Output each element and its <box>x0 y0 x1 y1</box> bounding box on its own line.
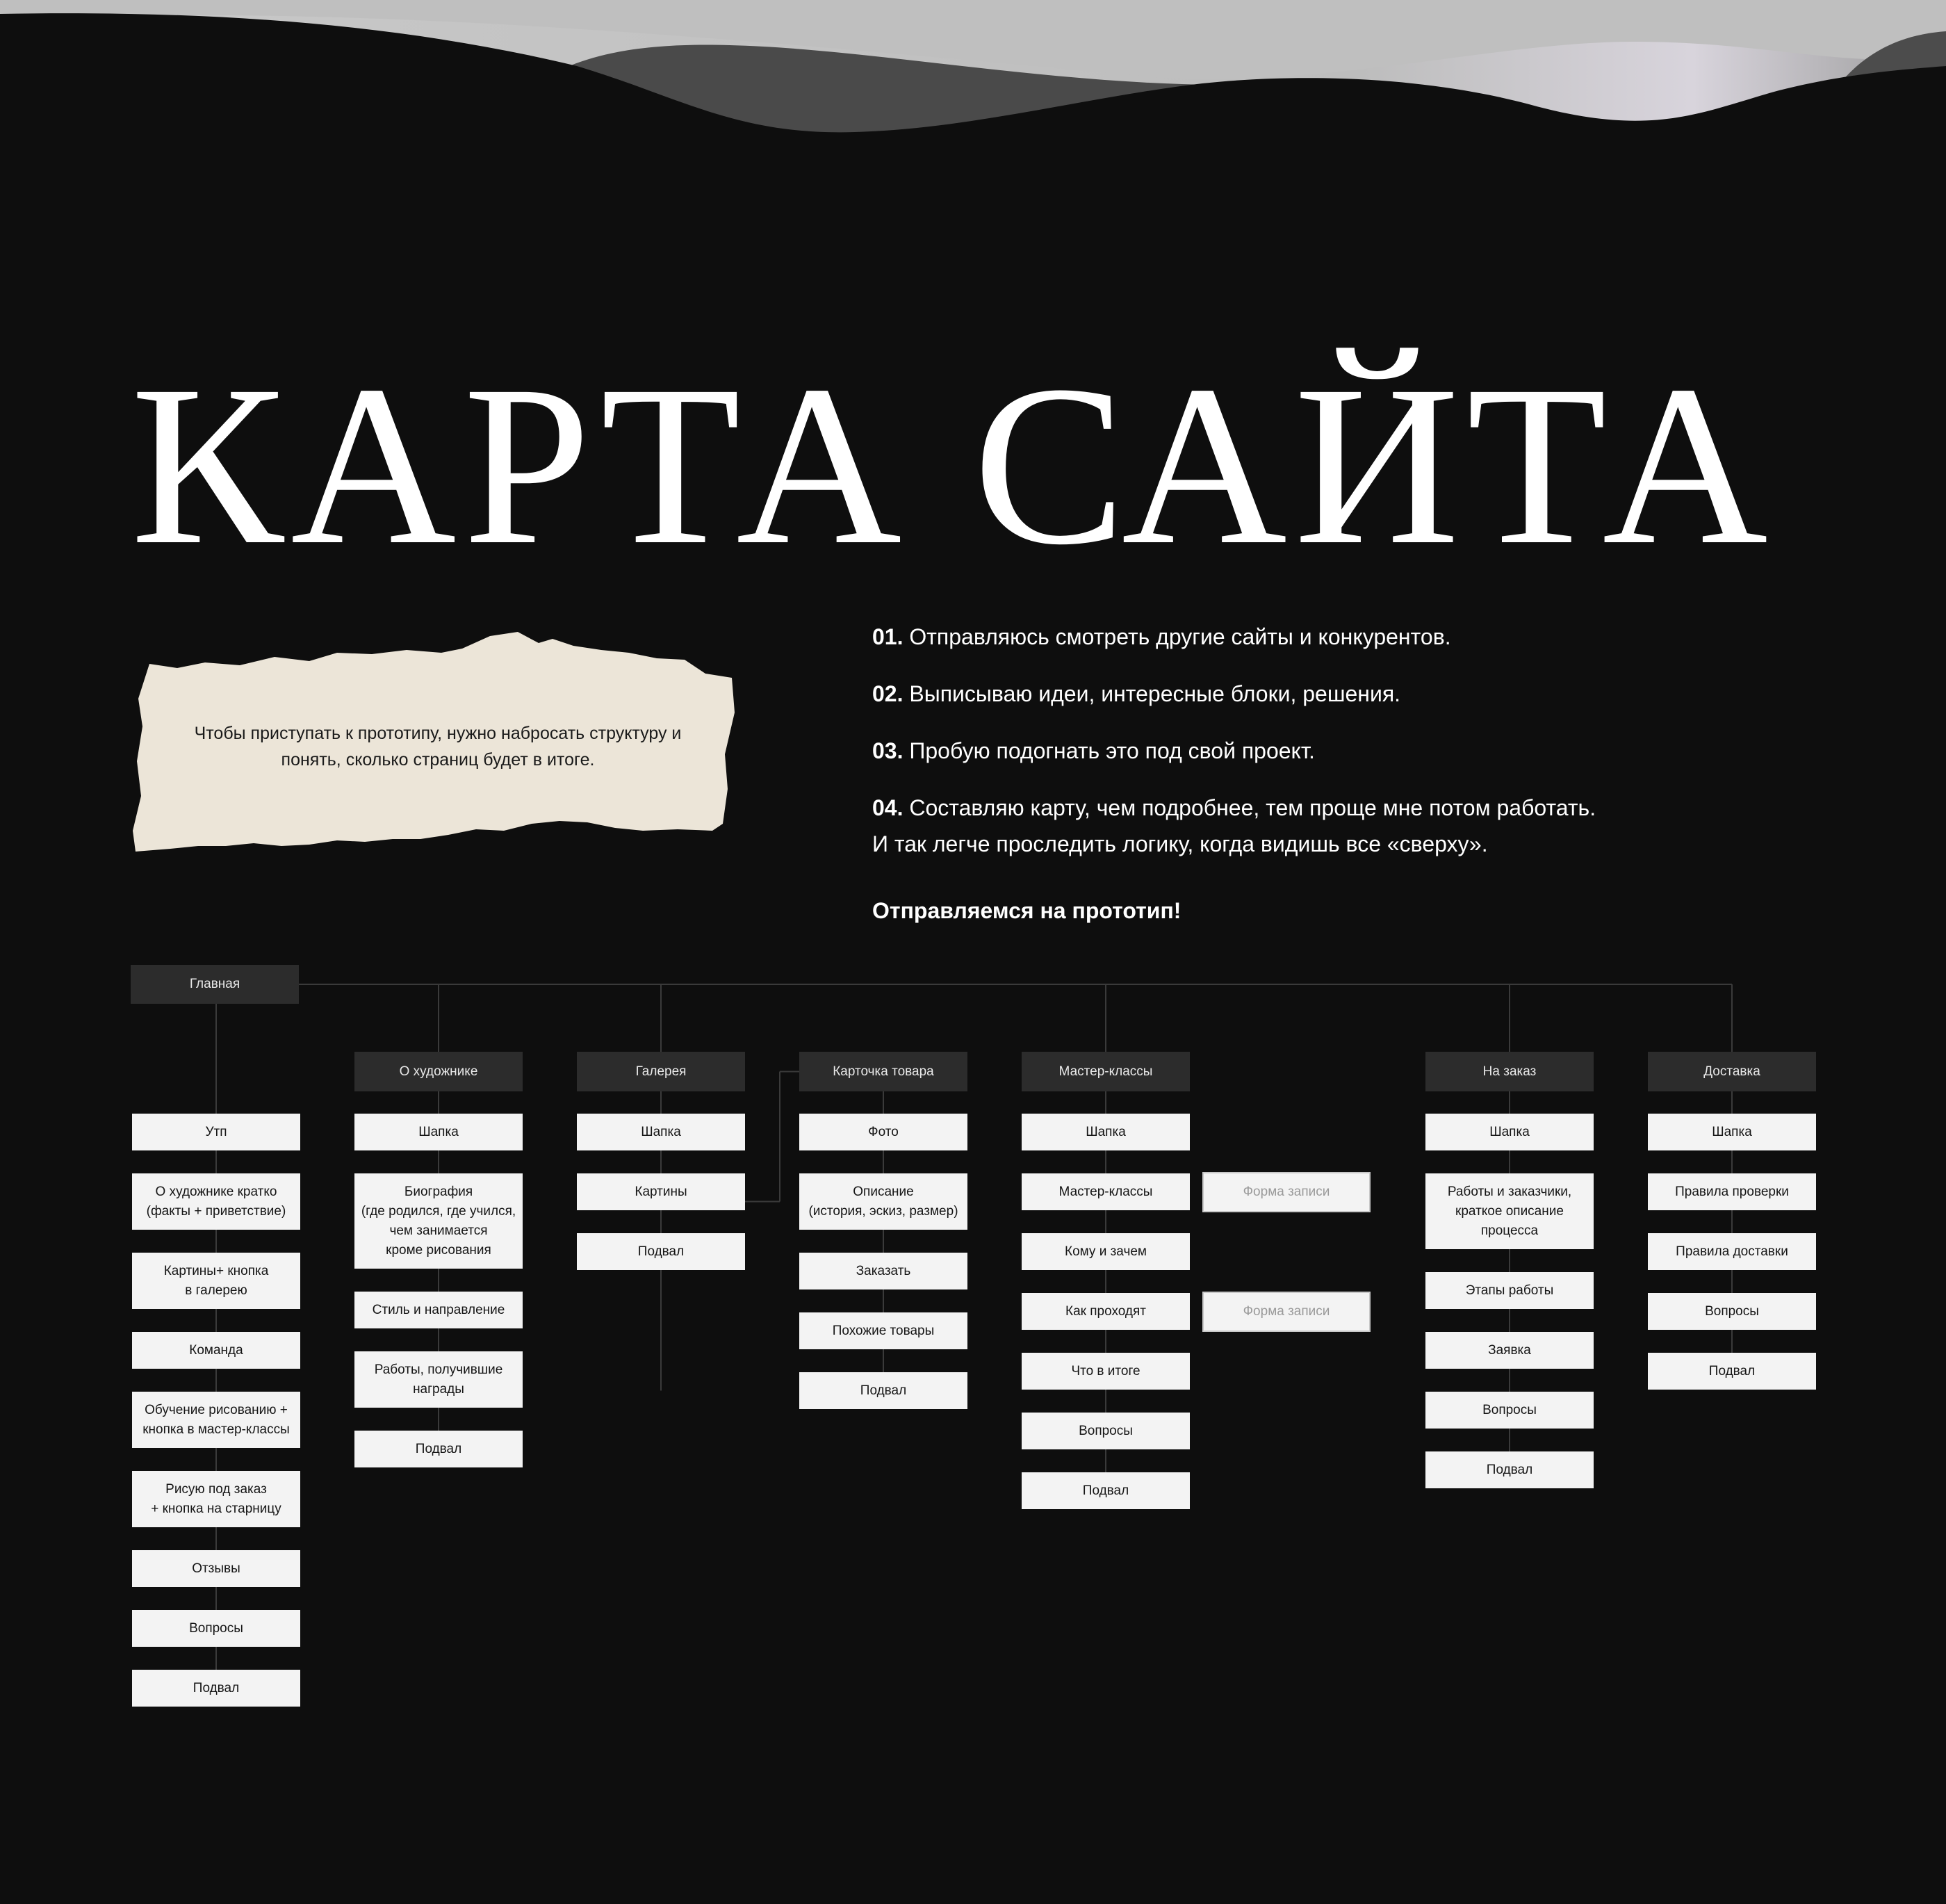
sitemap-block: Фото <box>799 1114 967 1150</box>
sitemap-block: Мастер-классы <box>1022 1173 1190 1210</box>
sitemap-block: Заказать <box>799 1253 967 1289</box>
sitemap-side-form: Форма записи <box>1202 1172 1371 1212</box>
step-number: 01. <box>872 624 903 649</box>
sitemap-block: Шапка <box>1648 1114 1816 1150</box>
sitemap-block: Шапка <box>1022 1114 1190 1150</box>
step-text: Пробую подогнать это под свой проект. <box>909 738 1315 763</box>
step-text: Составляю карту, чем подробнее, тем проще мне потом работать. <box>909 795 1596 820</box>
sitemap-block: Вопросы <box>1022 1413 1190 1449</box>
sitemap-block: Подвал <box>1022 1472 1190 1509</box>
sitemap-page-2: Галерея <box>577 1052 745 1091</box>
process-steps <box>872 619 1880 924</box>
step-text-continued: И так легче проследить логику, когда видишь все «сверху». <box>872 831 1488 856</box>
sitemap-side-form: Форма записи <box>1202 1292 1371 1332</box>
step-text: Отправляюсь смотреть другие сайты и конкурентов. <box>909 624 1451 649</box>
sitemap-block: Правила доставки <box>1648 1233 1816 1270</box>
sitemap-page-4: Мастер-классы <box>1022 1052 1190 1091</box>
step-3 <box>872 733 1880 769</box>
sitemap-block: Отзывы <box>132 1550 300 1587</box>
sitemap-block: Шапка <box>354 1114 523 1150</box>
sitemap-block: Вопросы <box>132 1610 300 1647</box>
sitemap-root-home: Главная <box>131 965 299 1004</box>
sitemap-block: Вопросы <box>1425 1392 1594 1429</box>
sitemap-block: О художнике кратко (факты + приветствие) <box>132 1173 300 1230</box>
sitemap-block: Стиль и направление <box>354 1292 523 1328</box>
sitemap-block: Как проходят <box>1022 1293 1190 1330</box>
sitemap-block: Описание (история, эскиз, размер) <box>799 1173 967 1230</box>
sitemap-block: Похожие товары <box>799 1312 967 1349</box>
sitemap-page-6: Доставка <box>1648 1052 1816 1091</box>
sitemap-block: Кому и зачем <box>1022 1233 1190 1270</box>
step-text: Выписываю идеи, интересные блоки, решения. <box>909 681 1401 706</box>
sitemap-block: Работы и заказчики, краткое описание процесса <box>1425 1173 1594 1249</box>
sitemap-page-1: О художнике <box>354 1052 523 1091</box>
sitemap-block: Подвал <box>132 1670 300 1707</box>
sitemap-page-5: На заказ <box>1425 1052 1594 1091</box>
decorative-hills <box>0 0 1946 139</box>
sitemap-page-3: Карточка товара <box>799 1052 967 1091</box>
cta-text: Отправляемся на прототип! <box>872 898 1182 923</box>
sitemap-block: Подвал <box>354 1431 523 1467</box>
step-number: 03. <box>872 738 903 763</box>
sitemap-block: Подвал <box>1425 1451 1594 1488</box>
sitemap-block: Картины <box>577 1173 745 1210</box>
sitemap-block: Что в итоге <box>1022 1353 1190 1390</box>
sitemap-block: Подвал <box>1648 1353 1816 1390</box>
step-number: 02. <box>872 681 903 706</box>
page-title: КАРТА САЙТА <box>131 339 1775 592</box>
note-text: Чтобы приступать к прототипу, нужно набросать структуру и понять, сколько страниц будет в итоге. <box>194 724 682 770</box>
sitemap-block: Рисую под заказ + кнопка на старницу <box>132 1471 300 1527</box>
sitemap-block: Биография (где родился, где учился, чем занимается кроме рисования <box>354 1173 523 1269</box>
sitemap-block: Утп <box>132 1114 300 1150</box>
sitemap-block: Заявка <box>1425 1332 1594 1369</box>
sitemap-block: Обучение рисованию + кнопка в мастер-классы <box>132 1392 300 1448</box>
sitemap-block: Картины+ кнопка в галерею <box>132 1253 300 1309</box>
step-4 <box>872 790 1880 862</box>
sitemap-block: Команда <box>132 1332 300 1369</box>
sitemap-block: Правила проверки <box>1648 1173 1816 1210</box>
step-2 <box>872 676 1880 712</box>
sitemap-block: Вопросы <box>1648 1293 1816 1330</box>
sitemap-block: Подвал <box>799 1372 967 1409</box>
step-number: 04. <box>872 795 903 820</box>
sitemap-block: Шапка <box>1425 1114 1594 1150</box>
sitemap-block: Работы, получившие награды <box>354 1351 523 1408</box>
step-1 <box>872 619 1880 655</box>
sitemap-block: Подвал <box>577 1233 745 1270</box>
sitemap-block: Этапы работы <box>1425 1272 1594 1309</box>
sitemap-block: Шапка <box>577 1114 745 1150</box>
